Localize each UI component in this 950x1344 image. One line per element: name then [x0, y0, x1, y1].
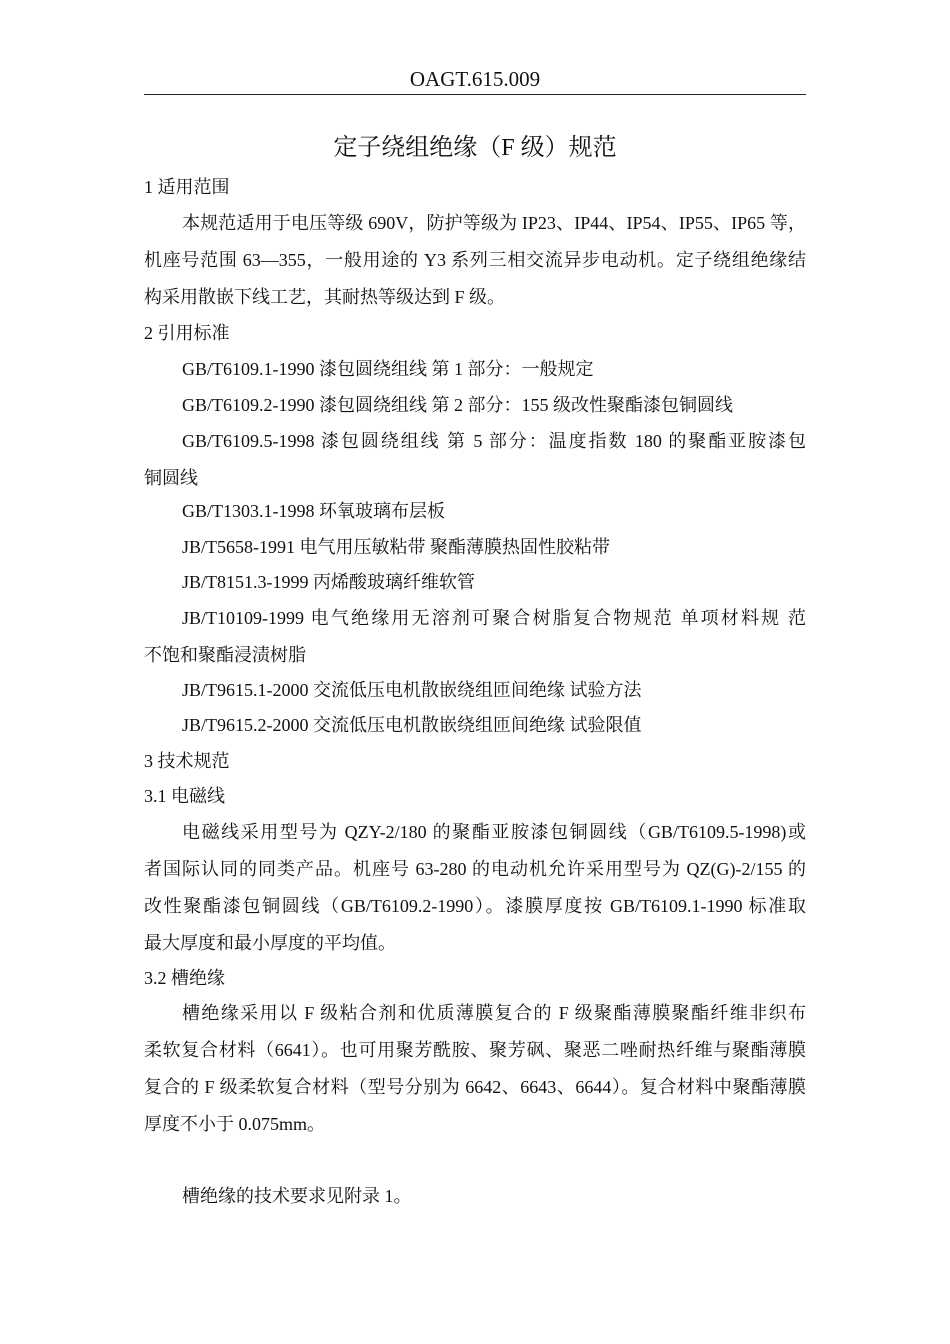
reference-item: JB/T10109-1999 电气绝缘用无溶剂可聚合树脂复合物规范 单项材料规 范 [182, 608, 806, 628]
section-heading-scope: 1 适用范围 [144, 177, 230, 197]
subsection-heading-magnet-wire: 3.1 电磁线 [144, 786, 225, 806]
section-heading-references: 2 引用标准 [144, 323, 230, 343]
subsection-heading-slot-insulation: 3.2 槽绝缘 [144, 968, 225, 988]
document-header [144, 66, 806, 95]
reference-item: JB/T5658-1991 电气用压敏粘带 聚酯薄膜热固性胶粘带 [182, 537, 610, 557]
paragraph-line: 柔软复合材料（6641）。也可用聚芳酰胺、聚芳砜、聚恶二唑耐热纤维与聚酯薄膜 [144, 1040, 806, 1060]
document-title: 定子绕组绝缘（F 级）规范 [333, 135, 617, 161]
appendix-note: 槽绝缘的技术要求见附录 1。 [182, 1186, 412, 1206]
reference-item: JB/T9615.1-2000 交流低压电机散嵌绕组匝间绝缘 试验方法 [182, 680, 642, 700]
reference-item: GB/T6109.5-1998 漆包圆绕组线 第 5 部分：温度指数 180 的聚酯亚胺漆包 [182, 431, 806, 451]
paragraph-line: 厚度不小于 0.075mm。 [144, 1114, 326, 1134]
document-number: OAGT.615.009 [409, 67, 541, 91]
document-page [144, 0, 806, 1344]
reference-item: JB/T8151.3-1999 丙烯酸玻璃纤维软管 [182, 572, 475, 592]
reference-item: JB/T9615.2-2000 交流低压电机散嵌绕组匝间绝缘 试验限值 [182, 715, 642, 735]
paragraph-line: 构采用散嵌下线工艺，其耐热等级达到 F 级。 [144, 287, 506, 307]
paragraph-line: 复合的 F 级柔软复合材料（型号分别为 6642、6643、6644）。复合材料中聚酯薄膜 [144, 1077, 806, 1097]
paragraph-line: 最大厚度和最小厚度的平均值。 [144, 933, 396, 953]
reference-item: GB/T6109.2-1990 漆包圆绕组线 第 2 部分：155 级改性聚酯漆包铜圆线 [182, 395, 733, 415]
paragraph-line: 改性聚酯漆包铜圆线（GB/T6109.2-1990）。漆膜厚度按 GB/T6109.1-1990 标准取 [144, 896, 806, 916]
reference-item-continuation: 不饱和聚酯浸渍树脂 [144, 645, 306, 665]
reference-item: GB/T1303.1-1998 环氧玻璃布层板 [182, 501, 445, 521]
paragraph-line: 者国际认同的同类产品。机座号 63-280 的电动机允许采用型号为 QZ(G)-2/155 的 [144, 859, 806, 879]
paragraph-line: 本规范适用于电压等级 690V，防护等级为 IP23、IP44、IP54、IP55、IP65 等， [182, 213, 806, 233]
reference-item: GB/T6109.1-1990 漆包圆绕组线 第 1 部分：一般规定 [182, 359, 594, 379]
reference-item-continuation: 铜圆线 [144, 468, 198, 488]
paragraph-line: 槽绝缘采用以 F 级粘合剂和优质薄膜复合的 F 级聚酯薄膜聚酯纤维非织布 [182, 1003, 806, 1023]
paragraph-line: 机座号范围 63—355，一般用途的 Y3 系列三相交流异步电动机。定子绕组绝缘结 [144, 250, 806, 270]
section-heading-technical: 3 技术规范 [144, 751, 230, 771]
paragraph-line: 电磁线采用型号为 QZY-2/180 的聚酯亚胺漆包铜圆线（GB/T6109.5-1998)或 [182, 822, 806, 842]
